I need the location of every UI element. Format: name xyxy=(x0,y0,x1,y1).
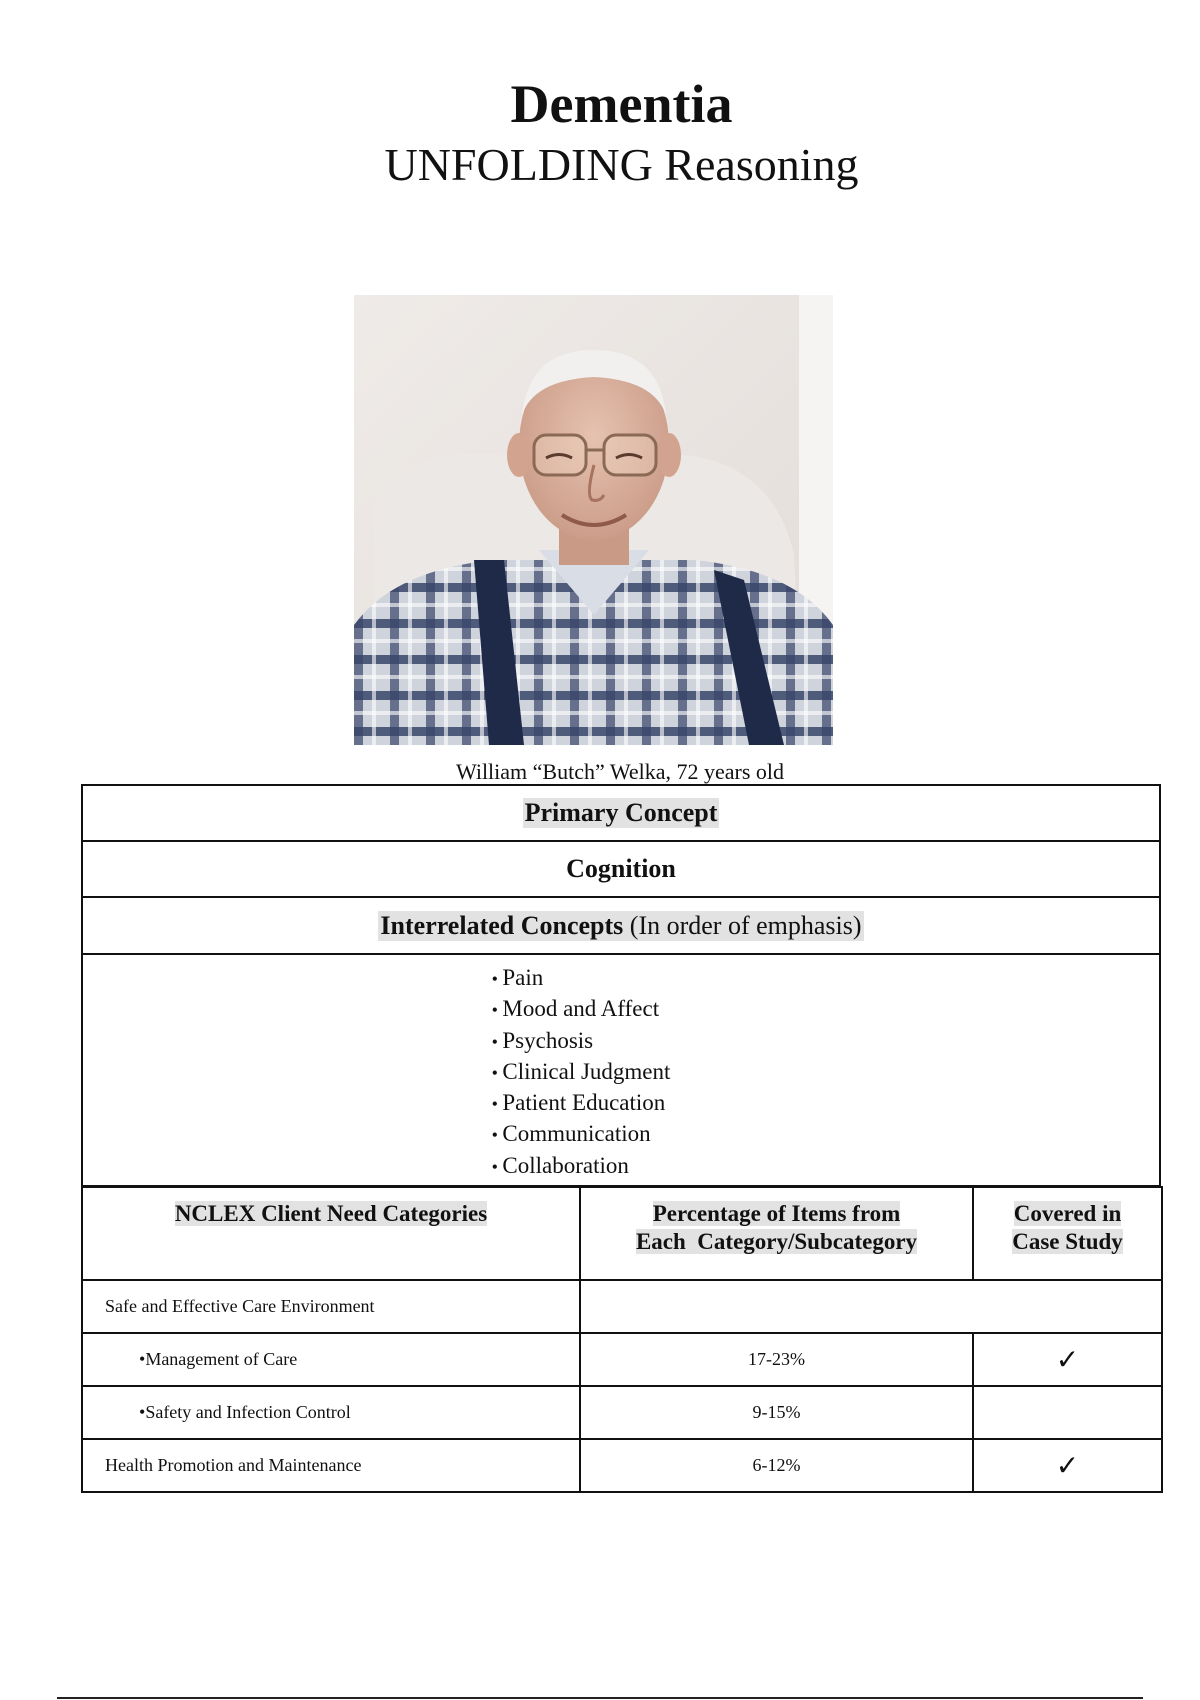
table-row xyxy=(82,1280,1162,1333)
interrelated-concepts-list-row xyxy=(83,955,1159,1185)
table-row xyxy=(82,1333,1162,1386)
document-subtitle: UNFOLDING Reasoning xyxy=(384,139,859,190)
table-row xyxy=(82,1386,1162,1439)
percentage-cell: 6-12% xyxy=(580,1439,973,1492)
column-header-covered: Covered in Case Study xyxy=(973,1187,1162,1280)
checkmark-icon: ✓ xyxy=(973,1439,1162,1492)
primary-concept-value-row xyxy=(83,842,1159,898)
subcategory-cell: • Safety and Infection Control xyxy=(82,1386,580,1439)
list-item: • Psychosis xyxy=(492,1026,671,1057)
percentage-cell: 9-15% xyxy=(580,1386,973,1439)
category-cell: Health Promotion and Maintenance xyxy=(82,1439,580,1492)
column-header-percentage: Percentage of Items from Each Category/Subcategory xyxy=(580,1187,973,1280)
empty-cell xyxy=(580,1280,1162,1333)
patient-photo xyxy=(354,295,833,745)
table-header-row xyxy=(82,1187,1162,1280)
interrelated-concepts-list xyxy=(492,955,671,1182)
bottom-divider xyxy=(57,1697,1143,1699)
list-item: • Clinical Judgment xyxy=(492,1057,671,1088)
interrelated-concepts-heading: Interrelated Concepts xyxy=(380,910,624,940)
document-title: Dementia xyxy=(510,74,733,134)
subcategory-cell: • Management of Care xyxy=(82,1333,580,1386)
list-item: • Patient Education xyxy=(492,1088,671,1119)
list-item: • Pain xyxy=(492,963,671,994)
concept-table xyxy=(81,784,1161,1187)
primary-concept-value: Cognition xyxy=(566,854,676,883)
column-header-categories: NCLEX Client Need Categories xyxy=(82,1187,580,1280)
checkmark-icon: ✓ xyxy=(973,1333,1162,1386)
nclex-table xyxy=(81,1186,1163,1493)
percentage-cell: 17-23% xyxy=(580,1333,973,1386)
primary-concept-heading-row xyxy=(83,786,1159,842)
interrelated-concepts-heading-row xyxy=(83,898,1159,955)
covered-cell xyxy=(973,1386,1162,1439)
photo-caption: William “Butch” Welka, 72 years old xyxy=(455,759,785,784)
list-item: • Collaboration xyxy=(492,1151,671,1182)
list-item: • Communication xyxy=(492,1119,671,1150)
table-row xyxy=(82,1439,1162,1492)
interrelated-concepts-note: (In order of emphasis) xyxy=(629,910,862,940)
list-item: • Mood and Affect xyxy=(492,994,671,1025)
category-cell: Safe and Effective Care Environment xyxy=(82,1280,580,1333)
primary-concept-heading: Primary Concept xyxy=(524,798,718,827)
